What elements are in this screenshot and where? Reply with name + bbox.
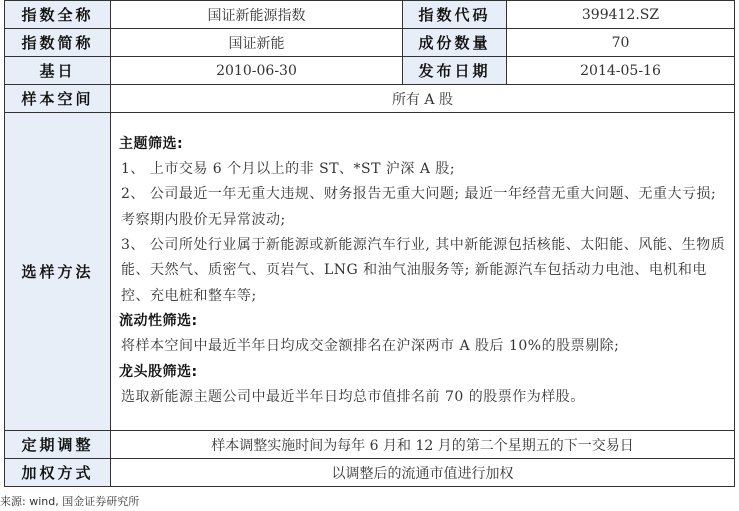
label-sample-space: 样本空间 [5, 85, 111, 113]
row-periodic-adjustment [5, 431, 735, 459]
value-weighting: 以调整后的流通市值进行加权 [111, 459, 735, 487]
value-constituents: 70 [507, 29, 735, 57]
row-index-name [5, 1, 735, 29]
label-weighting: 加权方式 [5, 459, 111, 487]
row-weighting [5, 459, 735, 487]
theme-filter-title: 主题筛选: [119, 135, 184, 152]
label-full-name: 指数全称 [5, 1, 111, 29]
row-sample-space [5, 85, 735, 113]
label-short-name: 指数简称 [5, 29, 111, 57]
label-periodic-adjustment: 定期调整 [5, 431, 111, 459]
theme-item-3: 3、 公司所处行业属于新能源或新能源汽车行业, 其中新能源包括核能、太阳能、风能、生物质能、天然气、质密气、页岩气、LNG 和油气油服务等; 新能源汽车包括动力电池、电机和电控、充电桩和整车等; [121, 237, 726, 304]
source-note: 来源: wind, 国金证券研究所 [0, 495, 140, 508]
label-selection-method: 选样方法 [5, 113, 111, 431]
value-sample-space: 所有 A 股 [111, 85, 735, 113]
value-index-code: 399412.SZ [507, 1, 735, 29]
value-short-name: 国证新能 [111, 29, 403, 57]
liquidity-filter-title: 流动性筛选: [119, 312, 198, 329]
leader-filter-text: 选取新能源主题公司中最近半年日均总市值排名前 70 的股票作为样股。 [121, 388, 585, 405]
label-release-date: 发布日期 [403, 57, 507, 85]
label-index-code: 指数代码 [403, 1, 507, 29]
index-info-table [4, 0, 735, 487]
theme-item-1: 1、 上市交易 6 个月以上的非 ST、*ST 沪深 A 股; [121, 161, 456, 178]
value-selection-method [111, 113, 735, 431]
leader-filter-title: 龙头股筛选: [119, 363, 198, 380]
row-base-date [5, 57, 735, 85]
value-base-date: 2010-06-30 [111, 57, 403, 85]
label-constituents: 成份数量 [403, 29, 507, 57]
label-base-date: 基日 [5, 57, 111, 85]
liquidity-filter-text: 将样本空间中最近半年日均成交金额排名在沪深两市 A 股后 10%的股票剔除; [121, 338, 620, 355]
value-release-date: 2014-05-16 [507, 57, 735, 85]
value-full-name: 国证新能源指数 [111, 1, 403, 29]
theme-item-2: 2、 公司最近一年无重大违规、财务报告无重大问题; 最近一年经营无重大问题、无重大亏损; 考察期内股价无异常波动; [121, 186, 717, 228]
value-periodic-adjustment: 样本调整实施时间为每年 6 月和 12 月的第二个星期五的下一交易日 [111, 431, 735, 459]
row-short-name [5, 29, 735, 57]
row-selection-method [5, 113, 735, 431]
